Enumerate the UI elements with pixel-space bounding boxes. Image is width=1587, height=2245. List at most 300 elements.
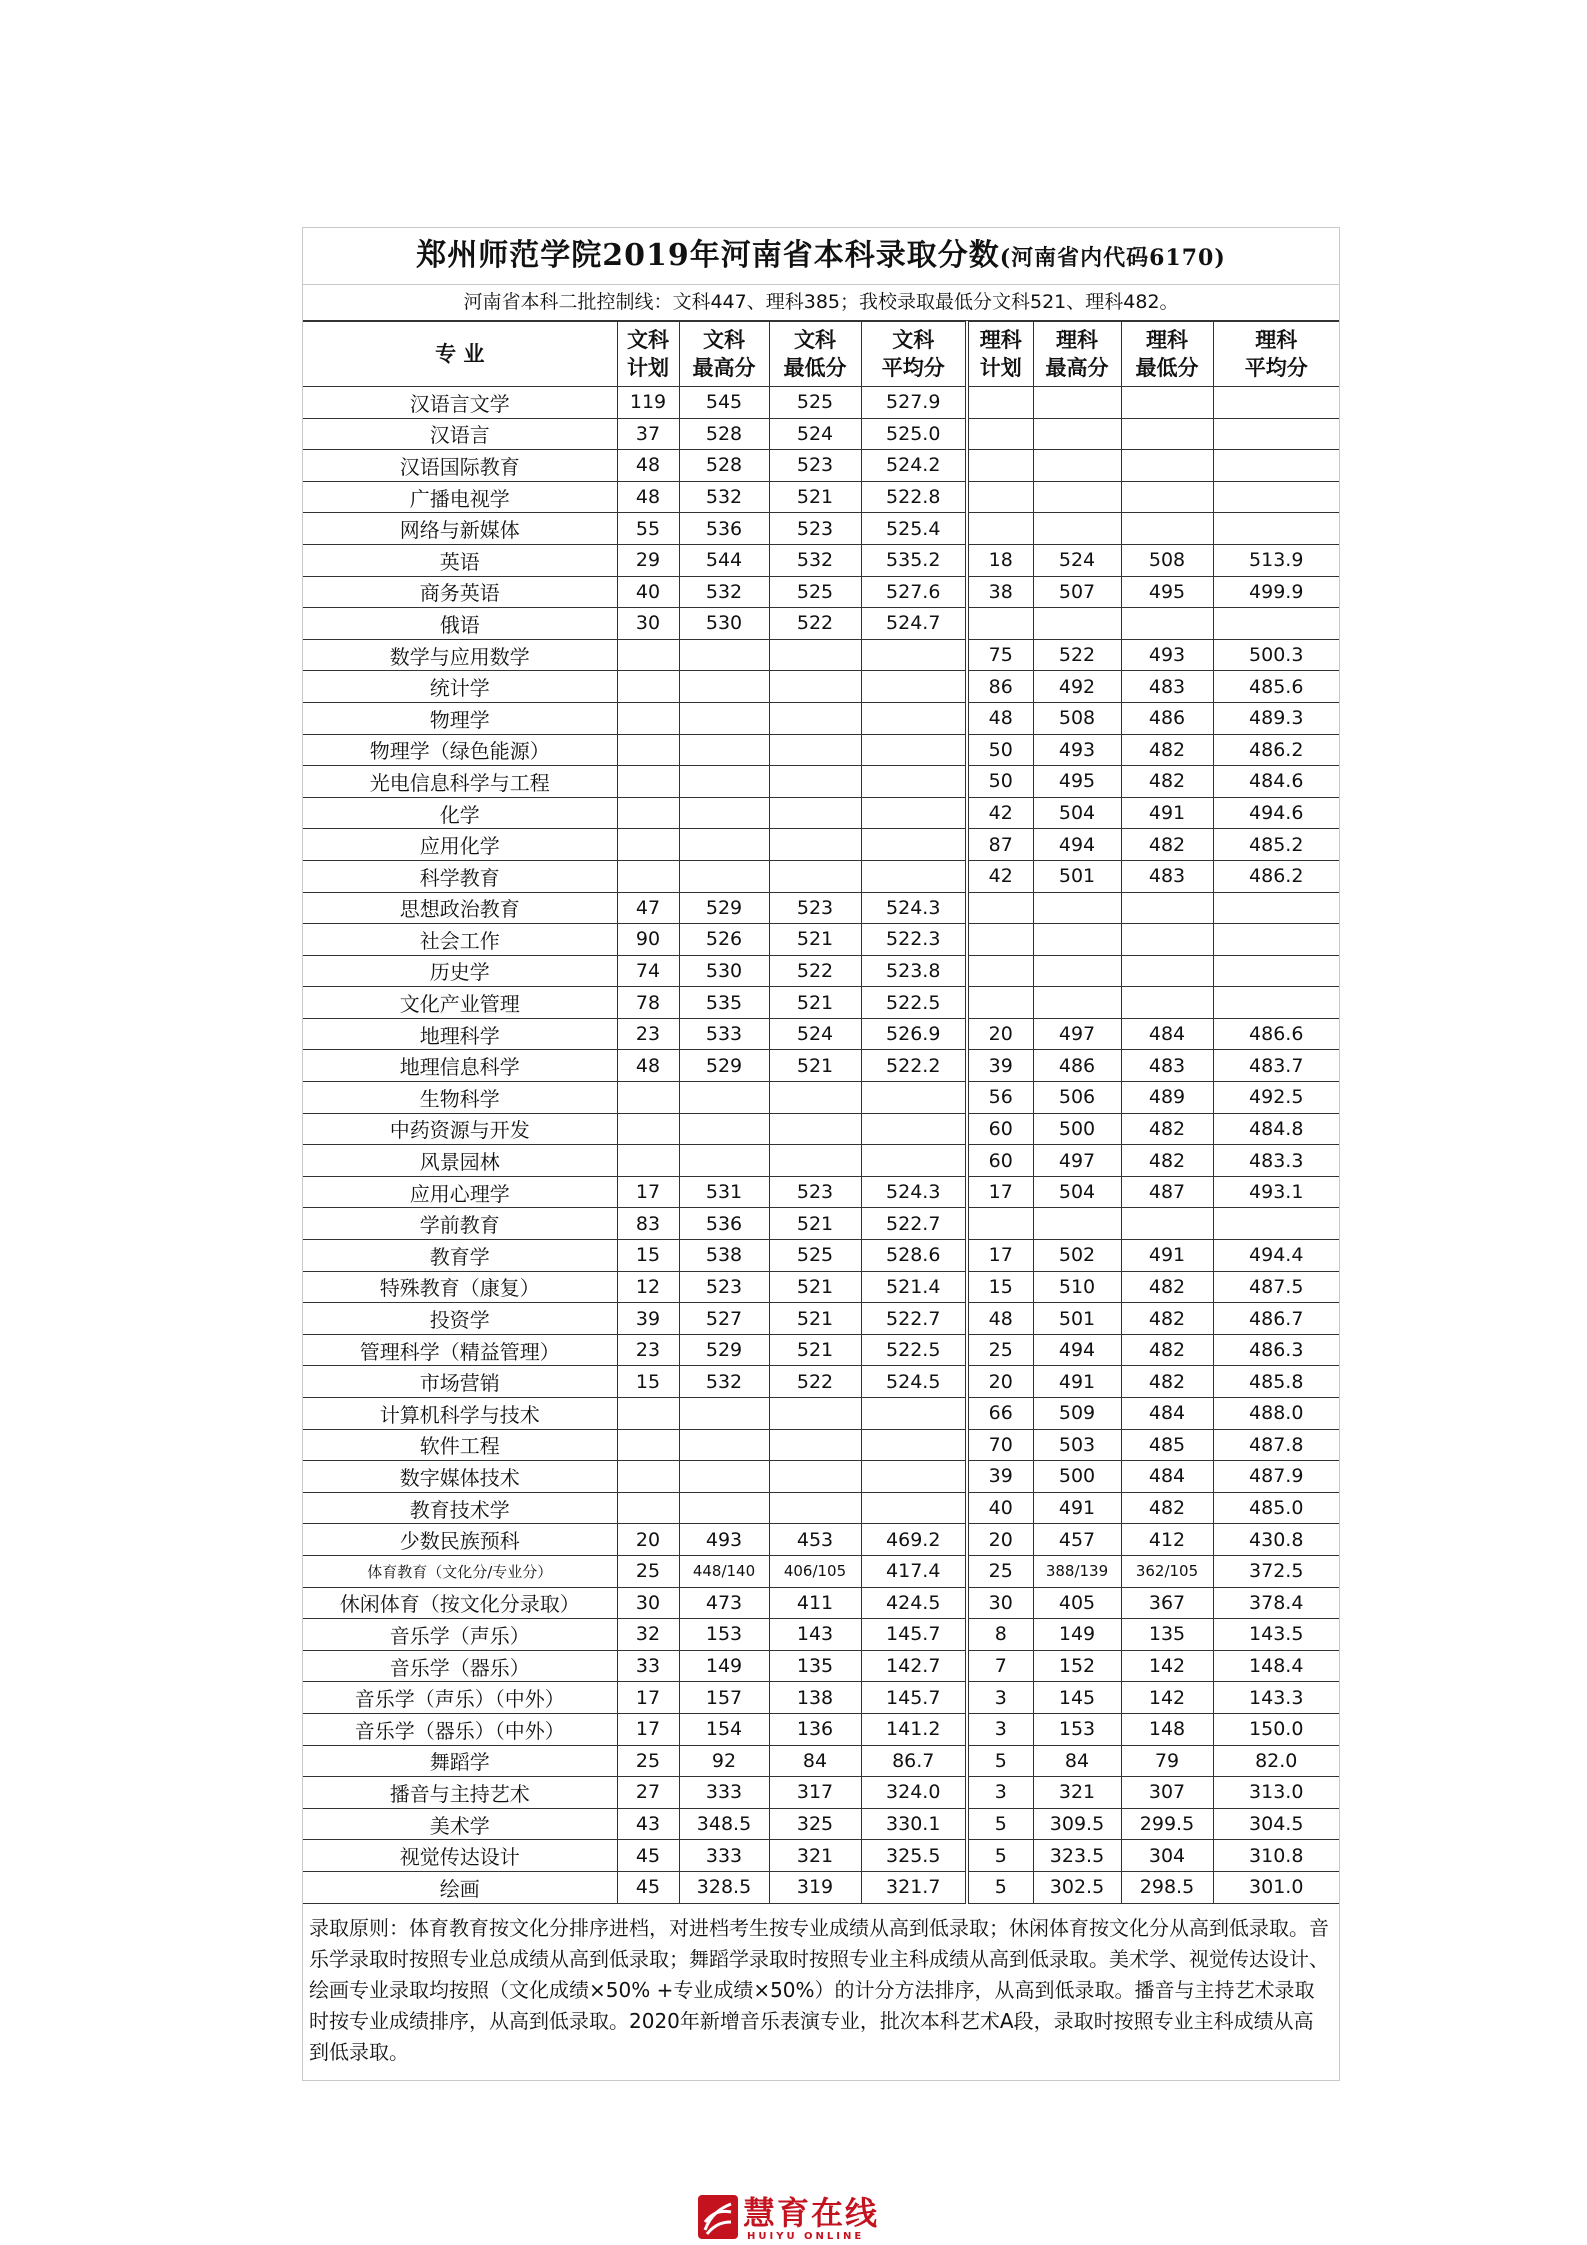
score-cell: 457 <box>1033 1524 1121 1556</box>
column-header <box>679 322 769 387</box>
score-table <box>303 321 1339 1904</box>
table-row <box>303 1429 1339 1461</box>
table-row <box>303 387 1339 419</box>
score-cell: 136 <box>769 1713 861 1745</box>
admission-score-sheet <box>302 227 1340 2081</box>
score-cell: 523 <box>769 892 861 924</box>
table-row <box>303 1050 1339 1082</box>
score-cell <box>769 734 861 766</box>
table-row <box>303 1461 1339 1493</box>
column-header-line: 最低分 <box>1135 355 1199 380</box>
score-cell: 333 <box>679 1777 769 1809</box>
score-cell: 5 <box>967 1745 1033 1777</box>
table-row <box>303 1240 1339 1272</box>
major-name-cell: 少数民族预科 <box>303 1524 617 1556</box>
score-cell: 47 <box>617 892 679 924</box>
score-cell: 524 <box>1033 544 1121 576</box>
score-cell <box>1213 387 1339 419</box>
score-cell <box>861 702 967 734</box>
score-cell: 17 <box>617 1682 679 1714</box>
score-cell: 522 <box>769 955 861 987</box>
score-cell: 482 <box>1121 1145 1213 1177</box>
score-cell: 525 <box>769 387 861 419</box>
major-name-cell: 教育学 <box>303 1240 617 1272</box>
score-cell: 43 <box>617 1808 679 1840</box>
score-cell: 302.5 <box>1033 1871 1121 1903</box>
table-row <box>303 1777 1339 1809</box>
score-cell <box>967 387 1033 419</box>
major-name-cell: 音乐学（器乐）（中外） <box>303 1713 617 1745</box>
column-header-line: 理科 <box>1255 327 1298 352</box>
major-name-cell: 音乐学（声乐）（中外） <box>303 1682 617 1714</box>
score-cell: 145.7 <box>861 1619 967 1651</box>
score-cell: 30 <box>617 608 679 640</box>
column-header-line: 最低分 <box>783 355 847 380</box>
score-cell: 529 <box>679 1334 769 1366</box>
score-cell: 493 <box>1033 734 1121 766</box>
score-cell <box>1033 481 1121 513</box>
score-cell: 321.7 <box>861 1871 967 1903</box>
score-cell: 412 <box>1121 1524 1213 1556</box>
column-header-line: 最高分 <box>1045 355 1109 380</box>
score-cell: 522.5 <box>861 987 967 1019</box>
score-cell: 503 <box>1033 1429 1121 1461</box>
score-cell: 138 <box>769 1682 861 1714</box>
score-cell: 510 <box>1033 1271 1121 1303</box>
table-header-row <box>303 322 1339 387</box>
logo-text-en: HUIYU ONLINE <box>747 2231 865 2242</box>
score-cell: 501 <box>1033 1303 1121 1335</box>
column-header <box>303 322 617 387</box>
score-cell <box>967 608 1033 640</box>
score-cell <box>967 481 1033 513</box>
score-cell <box>769 1492 861 1524</box>
score-cell: 522.8 <box>861 481 967 513</box>
score-cell: 145 <box>1033 1682 1121 1714</box>
score-cell: 491 <box>1033 1492 1121 1524</box>
major-name-cell: 汉语国际教育 <box>303 450 617 482</box>
score-cell: 153 <box>679 1619 769 1651</box>
title-code: (河南省内代码6170) <box>999 245 1226 271</box>
score-cell: 40 <box>967 1492 1033 1524</box>
score-cell: 522.7 <box>861 1208 967 1240</box>
score-cell <box>617 734 679 766</box>
score-cell <box>1213 418 1339 450</box>
score-cell: 150.0 <box>1213 1713 1339 1745</box>
score-cell: 39 <box>967 1461 1033 1493</box>
score-cell: 483 <box>1121 671 1213 703</box>
score-cell: 317 <box>769 1777 861 1809</box>
major-name-cell: 美术学 <box>303 1808 617 1840</box>
score-cell: 29 <box>617 544 679 576</box>
table-row <box>303 1492 1339 1524</box>
score-cell: 482 <box>1121 766 1213 798</box>
major-name-cell: 学前教育 <box>303 1208 617 1240</box>
score-cell: 522 <box>769 608 861 640</box>
score-cell: 486.2 <box>1213 734 1339 766</box>
score-cell <box>617 1398 679 1430</box>
score-cell: 499.9 <box>1213 576 1339 608</box>
score-cell: 493.1 <box>1213 1176 1339 1208</box>
score-cell <box>769 766 861 798</box>
table-row <box>303 576 1339 608</box>
score-cell: 483 <box>1121 1050 1213 1082</box>
score-cell: 486.6 <box>1213 1018 1339 1050</box>
score-cell: 143.3 <box>1213 1682 1339 1714</box>
score-cell: 533 <box>679 1018 769 1050</box>
score-cell <box>679 1145 769 1177</box>
score-cell <box>1033 608 1121 640</box>
score-cell <box>967 924 1033 956</box>
score-cell: 60 <box>967 1113 1033 1145</box>
score-cell: 504 <box>1033 1176 1121 1208</box>
score-cell <box>861 829 967 861</box>
score-cell <box>679 829 769 861</box>
table-row <box>303 1303 1339 1335</box>
score-cell: 523 <box>769 513 861 545</box>
score-cell <box>617 797 679 829</box>
score-cell <box>1121 987 1213 1019</box>
score-cell <box>1121 608 1213 640</box>
score-cell <box>679 1082 769 1114</box>
score-cell <box>617 1145 679 1177</box>
score-cell: 25 <box>617 1555 679 1587</box>
score-cell <box>617 1461 679 1493</box>
score-cell: 482 <box>1121 1271 1213 1303</box>
score-cell: 5 <box>967 1871 1033 1903</box>
score-cell <box>769 1082 861 1114</box>
major-name-cell: 统计学 <box>303 671 617 703</box>
score-cell: 489 <box>1121 1082 1213 1114</box>
score-cell: 56 <box>967 1082 1033 1114</box>
score-cell <box>769 639 861 671</box>
score-cell: 508 <box>1121 544 1213 576</box>
column-header <box>1033 322 1121 387</box>
score-cell: 488.0 <box>1213 1398 1339 1430</box>
score-cell: 304 <box>1121 1840 1213 1872</box>
table-body <box>303 387 1339 1904</box>
score-cell <box>1213 513 1339 545</box>
score-cell: 522.5 <box>861 1334 967 1366</box>
score-cell <box>679 1398 769 1430</box>
score-cell <box>679 1113 769 1145</box>
table-row <box>303 734 1339 766</box>
score-cell: 485.8 <box>1213 1366 1339 1398</box>
score-cell <box>1121 955 1213 987</box>
score-cell: 483 <box>1121 860 1213 892</box>
score-cell <box>861 797 967 829</box>
score-cell: 532 <box>769 544 861 576</box>
major-name-cell: 社会工作 <box>303 924 617 956</box>
score-cell <box>1121 892 1213 924</box>
score-cell <box>1213 481 1339 513</box>
score-cell: 482 <box>1121 734 1213 766</box>
table-row <box>303 1808 1339 1840</box>
logo-text-cn: 慧育在线 <box>743 2194 880 2232</box>
score-cell: 487.5 <box>1213 1271 1339 1303</box>
score-cell: 509 <box>1033 1398 1121 1430</box>
major-name-cell: 应用化学 <box>303 829 617 861</box>
score-cell <box>679 734 769 766</box>
score-cell <box>1213 450 1339 482</box>
major-name-cell: 物理学（绿色能源） <box>303 734 617 766</box>
score-cell: 74 <box>617 955 679 987</box>
score-cell: 527.9 <box>861 387 967 419</box>
table-row <box>303 1713 1339 1745</box>
score-cell <box>617 1429 679 1461</box>
major-name-cell: 文化产业管理 <box>303 987 617 1019</box>
score-cell: 149 <box>1033 1619 1121 1651</box>
score-cell <box>769 1398 861 1430</box>
score-cell: 544 <box>679 544 769 576</box>
score-cell: 25 <box>617 1745 679 1777</box>
major-name-cell: 历史学 <box>303 955 617 987</box>
table-row <box>303 481 1339 513</box>
score-cell: 50 <box>967 734 1033 766</box>
score-cell: 42 <box>967 797 1033 829</box>
score-cell: 33 <box>617 1650 679 1682</box>
score-cell: 497 <box>1033 1145 1121 1177</box>
table-row <box>303 1840 1339 1872</box>
score-cell: 528.6 <box>861 1240 967 1272</box>
table-row <box>303 1334 1339 1366</box>
score-cell: 304.5 <box>1213 1808 1339 1840</box>
major-name-cell: 地理信息科学 <box>303 1050 617 1082</box>
score-cell: 530 <box>679 608 769 640</box>
score-cell: 484.8 <box>1213 1113 1339 1145</box>
score-cell: 135 <box>1121 1619 1213 1651</box>
score-cell: 487.9 <box>1213 1461 1339 1493</box>
major-name-cell: 地理科学 <box>303 1018 617 1050</box>
score-cell: 532 <box>679 1366 769 1398</box>
score-cell <box>861 1145 967 1177</box>
score-cell: 86.7 <box>861 1745 967 1777</box>
major-name-cell: 播音与主持艺术 <box>303 1777 617 1809</box>
score-cell: 141.2 <box>861 1713 967 1745</box>
score-cell: 483.3 <box>1213 1145 1339 1177</box>
score-cell: 489.3 <box>1213 702 1339 734</box>
score-cell: 485 <box>1121 1429 1213 1461</box>
score-cell: 526.9 <box>861 1018 967 1050</box>
score-cell: 524 <box>769 1018 861 1050</box>
score-cell: 521 <box>769 1303 861 1335</box>
score-cell <box>617 860 679 892</box>
score-cell: 522 <box>1033 639 1121 671</box>
score-cell: 75 <box>967 639 1033 671</box>
table-row <box>303 1555 1339 1587</box>
major-name-cell: 数字媒体技术 <box>303 1461 617 1493</box>
score-cell: 486.7 <box>1213 1303 1339 1335</box>
score-cell <box>1121 1208 1213 1240</box>
column-header-line: 最高分 <box>692 355 756 380</box>
score-cell <box>1121 924 1213 956</box>
score-cell: 527 <box>679 1303 769 1335</box>
major-name-cell: 市场营销 <box>303 1366 617 1398</box>
table-row <box>303 513 1339 545</box>
score-cell: 522.7 <box>861 1303 967 1335</box>
score-cell <box>617 766 679 798</box>
table-row <box>303 702 1339 734</box>
score-cell: 153 <box>1033 1713 1121 1745</box>
column-header-line: 文科 <box>627 327 669 352</box>
score-cell <box>1213 1208 1339 1240</box>
score-cell: 48 <box>967 702 1033 734</box>
score-cell <box>769 671 861 703</box>
column-header <box>769 322 861 387</box>
score-cell: 524.3 <box>861 892 967 924</box>
column-header-line: 理科 <box>1056 327 1098 352</box>
score-cell: 309.5 <box>1033 1808 1121 1840</box>
score-cell: 525 <box>769 576 861 608</box>
score-cell <box>1121 513 1213 545</box>
table-row <box>303 797 1339 829</box>
score-cell: 484 <box>1121 1461 1213 1493</box>
major-name-cell: 光电信息科学与工程 <box>303 766 617 798</box>
major-name-cell: 数学与应用数学 <box>303 639 617 671</box>
score-cell: 469.2 <box>861 1524 967 1556</box>
score-cell: 486 <box>1033 1050 1121 1082</box>
score-cell <box>1033 892 1121 924</box>
score-cell: 319 <box>769 1871 861 1903</box>
score-cell: 507 <box>1033 576 1121 608</box>
score-cell: 84 <box>769 1745 861 1777</box>
score-cell: 494.4 <box>1213 1240 1339 1272</box>
score-cell: 523 <box>769 1176 861 1208</box>
table-row <box>303 1113 1339 1145</box>
score-cell: 372.5 <box>1213 1555 1339 1587</box>
score-cell <box>1033 987 1121 1019</box>
score-cell <box>679 1429 769 1461</box>
column-header-line: 平均分 <box>1244 355 1308 380</box>
score-cell: 524.5 <box>861 1366 967 1398</box>
score-cell: 20 <box>967 1018 1033 1050</box>
major-name-cell: 生物科学 <box>303 1082 617 1114</box>
score-cell: 20 <box>967 1366 1033 1398</box>
column-header-line: 理科 <box>979 327 1022 352</box>
score-cell: 525 <box>769 1240 861 1272</box>
score-cell: 528 <box>679 418 769 450</box>
score-cell: 526 <box>679 924 769 956</box>
table-row <box>303 987 1339 1019</box>
score-cell: 495 <box>1033 766 1121 798</box>
column-header-line: 计划 <box>627 355 669 380</box>
score-cell: 522.3 <box>861 924 967 956</box>
score-cell: 388/139 <box>1033 1555 1121 1587</box>
column-header <box>617 322 679 387</box>
major-name-cell: 俄语 <box>303 608 617 640</box>
score-cell: 20 <box>617 1524 679 1556</box>
score-cell: 143.5 <box>1213 1619 1339 1651</box>
score-cell: 15 <box>617 1240 679 1272</box>
score-cell <box>1033 924 1121 956</box>
score-cell: 148.4 <box>1213 1650 1339 1682</box>
score-cell: 348.5 <box>679 1808 769 1840</box>
score-cell <box>861 1398 967 1430</box>
score-cell: 530 <box>679 955 769 987</box>
table-row <box>303 829 1339 861</box>
table-row <box>303 1082 1339 1114</box>
control-line-note: 河南省本科二批控制线：文科447、理科385；我校录取最低分文科521、理科482。 <box>303 285 1339 321</box>
score-cell: 405 <box>1033 1587 1121 1619</box>
score-cell <box>679 766 769 798</box>
score-cell <box>861 1461 967 1493</box>
score-cell <box>679 1492 769 1524</box>
table-row <box>303 892 1339 924</box>
table-row <box>303 860 1339 892</box>
major-name-cell: 管理科学（精益管理） <box>303 1334 617 1366</box>
score-cell: 528 <box>679 450 769 482</box>
major-name-cell: 化学 <box>303 797 617 829</box>
score-cell: 485.2 <box>1213 829 1339 861</box>
table-row <box>303 1587 1339 1619</box>
score-cell: 92 <box>679 1745 769 1777</box>
score-cell: 484 <box>1121 1398 1213 1430</box>
score-cell <box>861 1082 967 1114</box>
score-cell <box>1033 1208 1121 1240</box>
score-cell: 70 <box>967 1429 1033 1461</box>
table-row <box>303 766 1339 798</box>
score-cell: 32 <box>617 1619 679 1651</box>
score-cell: 15 <box>617 1366 679 1398</box>
score-cell: 148 <box>1121 1713 1213 1745</box>
score-cell: 522.2 <box>861 1050 967 1082</box>
score-cell: 545 <box>679 387 769 419</box>
score-cell: 502 <box>1033 1240 1121 1272</box>
score-cell: 30 <box>617 1587 679 1619</box>
major-name-cell: 科学教育 <box>303 860 617 892</box>
score-cell: 492 <box>1033 671 1121 703</box>
score-cell: 500 <box>1033 1461 1121 1493</box>
score-cell: 494 <box>1033 829 1121 861</box>
score-cell: 3 <box>967 1682 1033 1714</box>
score-cell: 321 <box>1033 1777 1121 1809</box>
score-cell: 378.4 <box>1213 1587 1339 1619</box>
score-cell: 48 <box>967 1303 1033 1335</box>
score-cell <box>617 1113 679 1145</box>
score-cell: 143 <box>769 1619 861 1651</box>
score-cell <box>769 1461 861 1493</box>
score-cell: 504 <box>1033 797 1121 829</box>
table-row <box>303 1176 1339 1208</box>
score-cell: 362/105 <box>1121 1555 1213 1587</box>
score-cell: 50 <box>967 766 1033 798</box>
score-cell: 513.9 <box>1213 544 1339 576</box>
score-cell <box>967 892 1033 924</box>
table-row <box>303 1682 1339 1714</box>
score-cell: 135 <box>769 1650 861 1682</box>
score-cell: 448/140 <box>679 1555 769 1587</box>
score-cell <box>861 1429 967 1461</box>
major-name-cell: 中药资源与开发 <box>303 1113 617 1145</box>
score-cell <box>861 1113 967 1145</box>
score-cell: 66 <box>967 1398 1033 1430</box>
score-cell: 82.0 <box>1213 1745 1339 1777</box>
score-cell: 417.4 <box>861 1555 967 1587</box>
major-name-cell: 汉语言文学 <box>303 387 617 419</box>
score-cell: 86 <box>967 671 1033 703</box>
table-row <box>303 671 1339 703</box>
major-name-cell: 计算机科学与技术 <box>303 1398 617 1430</box>
score-cell <box>769 1145 861 1177</box>
score-cell: 486 <box>1121 702 1213 734</box>
score-cell: 521.4 <box>861 1271 967 1303</box>
score-cell <box>617 639 679 671</box>
score-cell: 157 <box>679 1682 769 1714</box>
score-cell: 84 <box>1033 1745 1121 1777</box>
table-row <box>303 1524 1339 1556</box>
score-cell: 538 <box>679 1240 769 1272</box>
table-row <box>303 955 1339 987</box>
